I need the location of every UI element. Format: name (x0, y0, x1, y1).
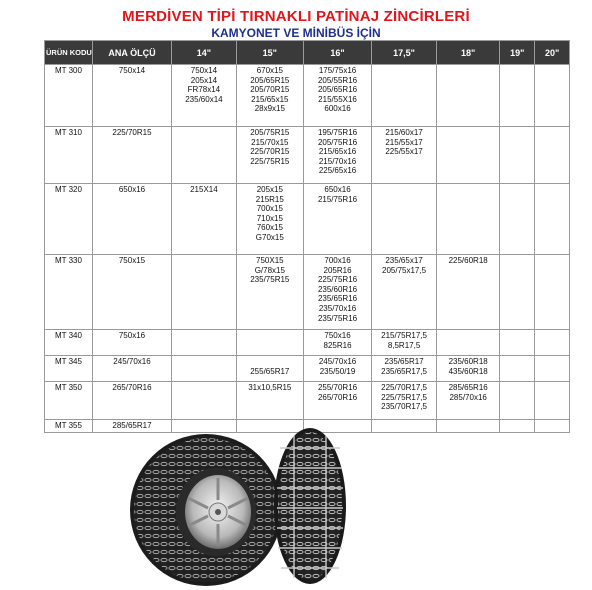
size-value: 205/65R16 (317, 85, 358, 95)
size-value: 225/55x17 (385, 147, 423, 157)
size-value: 195/75R16 (317, 128, 358, 137)
size-value: 235/65R16 (317, 294, 358, 304)
table-row (45, 356, 570, 382)
header-16: 16" (303, 41, 371, 65)
table-row (45, 184, 570, 255)
main-size-cell: 265/70R16 (92, 382, 171, 420)
size-value: 235/60R16 (317, 284, 358, 294)
size-value: 225/75R17,5 (381, 392, 427, 402)
size-value: 28x9x15 (254, 104, 285, 114)
size-value: 225/70R15 (250, 147, 290, 157)
size-cell-c15 (236, 356, 303, 382)
size-cell-c20 (535, 420, 570, 433)
size-value: 215/60x17 (385, 128, 423, 137)
size-value: G70x15 (255, 232, 284, 242)
size-cell-c16 (303, 65, 371, 127)
size-value: 175/75x16 (318, 66, 357, 75)
size-value: 235/75R15 (250, 275, 290, 285)
size-value: G/78x15 (254, 265, 285, 275)
product-code-cell: MT 300 (45, 65, 93, 127)
page-title: MERDİVEN TİPİ TIRNAKLI PATİNAJ ZİNCİRLERİ (122, 8, 470, 25)
size-value: 265/70R16 (317, 392, 358, 402)
size-value: 205/55R16 (317, 75, 358, 85)
size-table (44, 40, 570, 433)
size-cell-c20 (535, 330, 570, 356)
size-value: 205x15 (256, 185, 283, 194)
size-value: 235/65R17,5 (381, 366, 427, 376)
header-19: 19" (500, 41, 535, 65)
product-code-cell: MT 350 (45, 382, 93, 420)
size-cell-c15 (236, 330, 303, 356)
size-cell-c14 (172, 382, 237, 420)
size-value: 225/70R17,5 (381, 383, 427, 392)
size-value: 235/70R17,5 (381, 402, 427, 412)
size-cell-c18 (436, 127, 500, 184)
size-value: 205/75R16 (317, 137, 358, 147)
right-tire (274, 428, 346, 584)
size-value: 235/50/19 (319, 366, 356, 376)
size-value: 215/75R17,5 (381, 331, 427, 340)
size-cell-c19 (500, 356, 535, 382)
size-cell-c15 (236, 184, 303, 255)
header-18: 18" (436, 41, 500, 65)
size-cell-c175 (372, 127, 437, 184)
table-header-row (45, 41, 570, 65)
size-cell-c175 (372, 382, 437, 420)
size-value: 235/65x17 (385, 256, 423, 265)
size-value: 215/65x15 (251, 94, 289, 104)
size-cell-c19 (500, 330, 535, 356)
header-main-size: ANA ÖLÇÜ (92, 41, 171, 65)
product-code-cell: MT 330 (45, 255, 93, 330)
size-value: 225/65x16 (318, 166, 357, 176)
size-value: 700x15 (256, 204, 283, 214)
size-cell-c15 (236, 127, 303, 184)
size-cell-c18 (436, 420, 500, 433)
main-size-cell: 750x16 (92, 330, 171, 356)
size-cell-c15 (236, 382, 303, 420)
size-value: 215/55x17 (385, 137, 423, 147)
product-code-cell: MT 340 (45, 330, 93, 356)
size-value: 215/55X16 (318, 94, 357, 104)
main-size-cell: 750x15 (92, 255, 171, 330)
header-product-code: ÜRÜN KODU (45, 41, 93, 65)
size-cell-c18 (436, 65, 500, 127)
product-code-cell: MT 355 (45, 420, 93, 433)
size-value: 205/75x17,5 (382, 265, 427, 275)
left-tire (130, 434, 282, 586)
size-value: 710x15 (256, 213, 283, 223)
main-size-cell: 750x14 (92, 65, 171, 127)
size-cell-c16 (303, 184, 371, 255)
size-value: 215X14 (190, 185, 218, 194)
size-cell-c16 (303, 356, 371, 382)
size-cell-c20 (535, 382, 570, 420)
size-cell-c19 (500, 382, 535, 420)
size-cell-c19 (500, 255, 535, 330)
size-cell-c19 (500, 184, 535, 255)
size-value: 235/60R18 (448, 357, 488, 366)
size-cell-c14 (172, 127, 237, 184)
table-body (45, 65, 570, 433)
size-value: 750x16 (324, 331, 351, 340)
main-size-cell: 225/70R15 (92, 127, 171, 184)
size-value: 650x16 (324, 185, 351, 194)
size-value: 255/70R16 (317, 383, 358, 392)
product-code-cell: MT 345 (45, 356, 93, 382)
table-row (45, 65, 570, 127)
size-value: 235/75R16 (317, 313, 358, 323)
size-value: 285/70x16 (449, 392, 487, 402)
size-value: FR78x14 (187, 85, 221, 95)
main-size-cell: 650x16 (92, 184, 171, 255)
size-cell-c175 (372, 356, 437, 382)
size-value: 215/65x16 (318, 147, 357, 157)
table-row (45, 127, 570, 184)
size-value (238, 357, 302, 367)
size-cell-c20 (535, 356, 570, 382)
size-cell-c18 (436, 382, 500, 420)
size-cell-c19 (500, 65, 535, 127)
size-value: 205/75R15 (250, 128, 290, 137)
size-cell-c15 (236, 65, 303, 127)
size-cell-c16 (303, 330, 371, 356)
size-value: 205x14 (190, 75, 218, 85)
header-17-5: 17,5" (372, 41, 437, 65)
size-value: 225/75R15 (250, 156, 290, 166)
size-cell-c14 (172, 255, 237, 330)
size-cell-c18 (436, 255, 500, 330)
size-cell-c19 (500, 127, 535, 184)
size-value: 225/75R16 (317, 275, 358, 285)
main-size-cell: 285/65R17 (92, 420, 171, 433)
size-value: 600x16 (324, 104, 351, 114)
size-value: 225/60R18 (448, 256, 488, 265)
size-cell-c15 (236, 255, 303, 330)
size-cell-c20 (535, 65, 570, 127)
table-row (45, 330, 570, 356)
size-cell-c18 (436, 330, 500, 356)
size-cell-c16 (303, 255, 371, 330)
size-value: 235/70x16 (318, 303, 357, 313)
table-row (45, 382, 570, 420)
size-value: 205/65R15 (250, 75, 290, 85)
size-cell-c175 (372, 255, 437, 330)
header-15: 15" (236, 41, 303, 65)
size-value: 205R16 (323, 265, 352, 275)
size-value: 245/70x16 (318, 357, 357, 366)
size-cell-c16 (303, 382, 371, 420)
size-value: 215/70x15 (251, 137, 289, 147)
size-cell-c14 (172, 184, 237, 255)
snow-chain-tires-image (128, 428, 348, 588)
product-code-cell: MT 310 (45, 127, 93, 184)
size-value: 215/70x16 (318, 156, 357, 166)
size-value: 215/75R16 (317, 194, 358, 204)
size-value: 8,5R17,5 (387, 340, 421, 350)
size-cell-c175 (372, 65, 437, 127)
header-14: 14" (172, 41, 237, 65)
size-cell-c16 (303, 127, 371, 184)
size-value: 285/65R16 (448, 383, 488, 392)
page-subtitle: KAMYONET VE MİNİBÜS İÇİN (211, 26, 381, 40)
size-value: 215R15 (255, 194, 284, 204)
size-cell-c14 (172, 330, 237, 356)
table-row (45, 255, 570, 330)
size-value: 750X15 (256, 256, 284, 265)
size-cell-c20 (535, 255, 570, 330)
size-cell-c175 (372, 330, 437, 356)
size-cell-c18 (436, 184, 500, 255)
size-value: 750x14 (190, 66, 218, 75)
size-cell-c20 (535, 127, 570, 184)
size-cell-c19 (500, 420, 535, 433)
header-20: 20" (535, 41, 570, 65)
size-value: 700x16 (324, 256, 351, 265)
size-value: 435/60R18 (448, 366, 488, 376)
size-value: 255/65R17 (250, 366, 290, 376)
size-cell-c20 (535, 184, 570, 255)
size-value: 235/65R17 (384, 357, 424, 366)
size-cell-c175 (372, 184, 437, 255)
size-cell-c14 (172, 356, 237, 382)
size-value: 205/70R15 (250, 85, 290, 95)
size-value: 670x15 (256, 66, 283, 75)
size-cell-c18 (436, 356, 500, 382)
size-value: 760x15 (256, 223, 283, 233)
main-size-cell: 245/70x16 (92, 356, 171, 382)
size-cell-c175 (372, 420, 437, 433)
size-value: 31x10,5R15 (248, 383, 292, 392)
product-code-cell: MT 320 (45, 184, 93, 255)
size-value: 235/60x14 (185, 94, 223, 104)
size-cell-c14 (172, 65, 237, 127)
size-value: 825R16 (323, 340, 352, 350)
